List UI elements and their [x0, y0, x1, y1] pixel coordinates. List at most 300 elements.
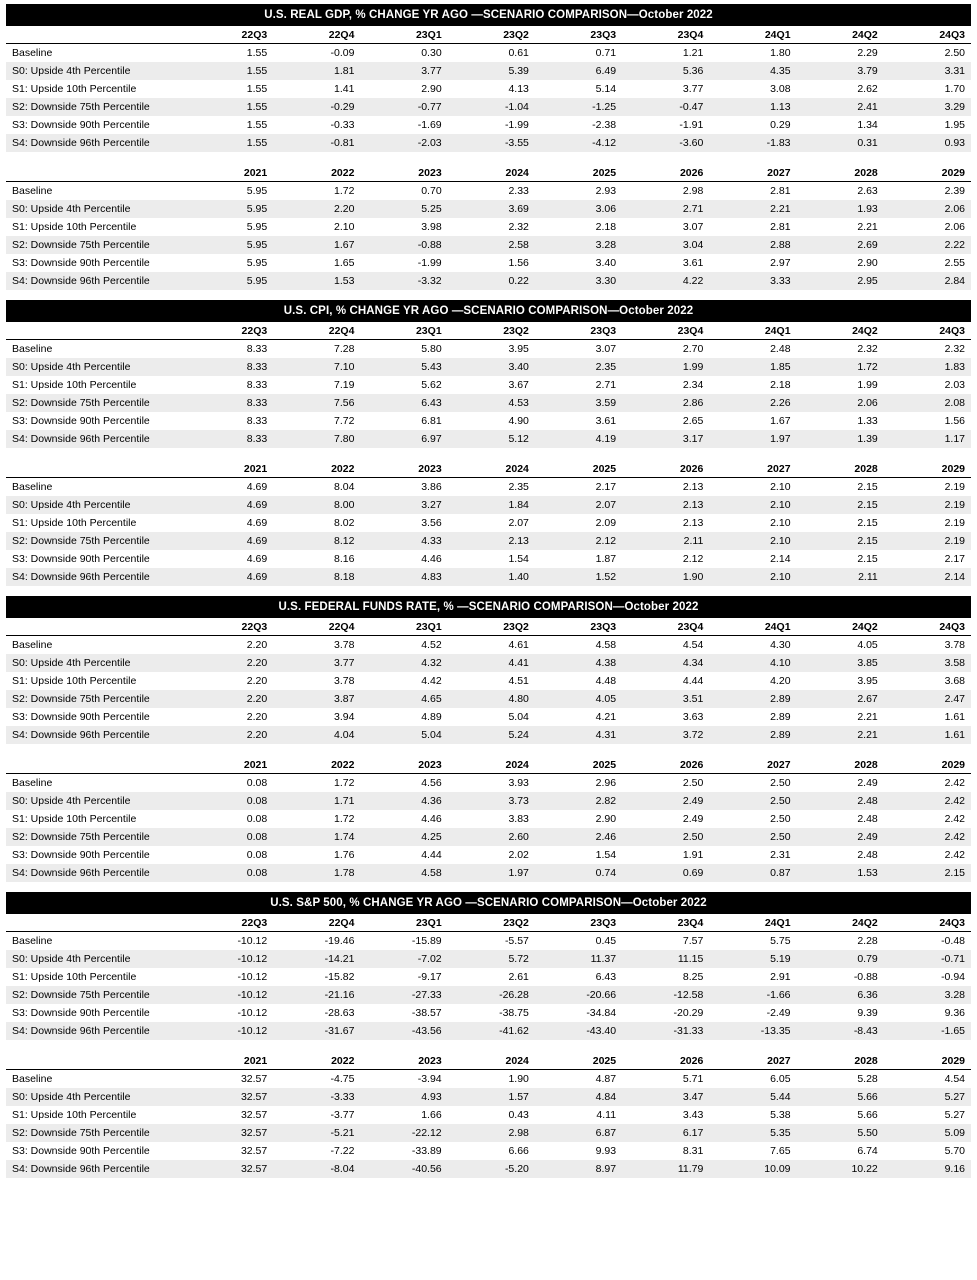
data-cell: 2.65	[682, 415, 704, 427]
data-cell: -7.22	[330, 1145, 355, 1157]
data-cell: 1.93	[857, 203, 878, 215]
period-header-2029: 2029	[884, 1052, 971, 1070]
period-header-23Q1: 23Q1	[360, 618, 447, 636]
table-row	[6, 932, 971, 951]
data-cell: 1.71	[334, 795, 355, 807]
data-cell: 5.95	[246, 203, 268, 215]
table-header-row	[6, 460, 971, 478]
data-cell: 3.63	[682, 711, 704, 723]
period-header-22Q4: 22Q4	[273, 322, 360, 340]
period-header-2027: 2027	[709, 164, 796, 182]
data-cell: 2.81	[770, 185, 791, 197]
data-cell: 3.61	[595, 415, 617, 427]
period-header-23Q4: 23Q4	[622, 914, 709, 932]
table-row	[6, 272, 971, 290]
data-cell: -34.84	[586, 1007, 617, 1019]
row-label: S0: Upside 4th Percentile	[12, 361, 131, 373]
data-cell: 5.27	[944, 1091, 965, 1103]
data-cell: 0.31	[857, 137, 878, 149]
row-label: Baseline	[12, 481, 53, 493]
scenario-column-header	[6, 460, 186, 478]
data-cell: 3.40	[595, 257, 617, 269]
data-cell: 5.04	[508, 711, 529, 723]
data-cell: 5.35	[770, 1127, 791, 1139]
data-cell: 2.49	[857, 777, 878, 789]
table-row	[6, 864, 971, 882]
section-title: U.S. FEDERAL FUNDS RATE, % —SCENARIO COMPARISON—October 2022	[6, 596, 971, 618]
period-header-2027: 2027	[709, 756, 796, 774]
data-cell: 2.88	[770, 239, 791, 251]
data-cell: 3.07	[682, 221, 704, 233]
period-header-24Q1: 24Q1	[709, 618, 796, 636]
data-cell: 1.55	[246, 65, 268, 77]
data-cell: -3.55	[504, 137, 529, 149]
data-cell: 1.61	[944, 729, 965, 741]
annual-table	[6, 460, 971, 586]
data-cell: 2.13	[508, 535, 529, 547]
data-cell: -1.99	[417, 257, 442, 269]
data-cell: -8.04	[330, 1163, 355, 1175]
data-cell: 1.41	[334, 83, 355, 95]
data-cell: 3.07	[595, 343, 617, 355]
data-cell: 2.95	[857, 275, 878, 287]
table-row	[6, 1124, 971, 1142]
row-label: S1: Upside 10th Percentile	[12, 971, 137, 983]
data-cell: 2.49	[682, 813, 704, 825]
data-cell: 1.70	[944, 83, 965, 95]
data-cell: 2.10	[770, 535, 791, 547]
data-cell: 3.93	[508, 777, 529, 789]
data-cell: 1.55	[246, 119, 268, 131]
data-cell: 4.34	[682, 657, 704, 669]
data-cell: 2.69	[857, 239, 878, 251]
data-cell: 2.90	[857, 257, 878, 269]
data-cell: -1.66	[766, 989, 791, 1001]
period-header-23Q2: 23Q2	[448, 322, 535, 340]
data-cell: 5.38	[770, 1109, 791, 1121]
period-header-2028: 2028	[797, 164, 884, 182]
data-cell: 4.69	[246, 535, 268, 547]
data-cell: 4.54	[682, 639, 704, 651]
data-cell: 5.19	[770, 953, 791, 965]
data-cell: 5.14	[595, 83, 617, 95]
data-cell: 2.10	[770, 499, 791, 511]
table-row	[6, 550, 971, 568]
data-cell: 2.12	[682, 553, 704, 565]
table-row	[6, 358, 971, 376]
table-row	[6, 98, 971, 116]
data-cell: -1.69	[417, 119, 442, 131]
data-cell: 2.81	[770, 221, 791, 233]
period-header-2029: 2029	[884, 756, 971, 774]
period-header-22Q4: 22Q4	[273, 26, 360, 44]
data-cell: 1.17	[944, 433, 965, 445]
data-cell: 2.50	[770, 777, 791, 789]
annual-table	[6, 164, 971, 290]
data-cell: 5.12	[508, 433, 529, 445]
data-cell: 2.34	[682, 379, 704, 391]
data-cell: 2.60	[508, 831, 529, 843]
data-cell: 3.30	[595, 275, 617, 287]
data-cell: -0.94	[941, 971, 965, 983]
data-cell: -38.75	[499, 1007, 529, 1019]
data-cell: 8.33	[246, 397, 268, 409]
data-cell: -14.21	[324, 953, 355, 965]
data-cell: 0.29	[770, 119, 791, 131]
data-cell: -26.28	[499, 989, 529, 1001]
data-cell: 3.29	[944, 101, 965, 113]
table-header-row	[6, 1052, 971, 1070]
data-cell: 4.58	[595, 639, 617, 651]
data-cell: 32.57	[240, 1091, 268, 1103]
data-cell: 3.78	[334, 639, 355, 651]
data-cell: 2.03	[944, 379, 965, 391]
table-row	[6, 514, 971, 532]
data-cell: -0.09	[330, 47, 355, 59]
data-cell: 4.46	[421, 813, 442, 825]
data-cell: 2.10	[770, 481, 791, 493]
data-cell: 4.58	[421, 867, 442, 879]
table-row	[6, 116, 971, 134]
period-header-2024: 2024	[448, 1052, 535, 1070]
data-cell: 4.04	[334, 729, 355, 741]
data-cell: 6.43	[595, 971, 617, 983]
period-header-22Q3: 22Q3	[186, 322, 273, 340]
row-label: S2: Downside 75th Percentile	[12, 989, 150, 1001]
data-cell: 3.69	[508, 203, 529, 215]
period-header-2022: 2022	[273, 164, 360, 182]
row-label: S2: Downside 75th Percentile	[12, 1127, 150, 1139]
data-cell: 2.62	[857, 83, 878, 95]
data-cell: 2.49	[682, 795, 704, 807]
data-cell: 1.52	[595, 571, 617, 583]
data-cell: -1.99	[504, 119, 529, 131]
data-cell: -43.56	[411, 1025, 442, 1037]
data-cell: 32.57	[240, 1163, 268, 1175]
table-row	[6, 774, 971, 793]
scenario-column-header	[6, 1052, 186, 1070]
data-cell: 3.58	[944, 657, 965, 669]
data-cell: -43.40	[586, 1025, 617, 1037]
data-cell: 4.53	[508, 397, 529, 409]
data-cell: 1.56	[944, 415, 965, 427]
data-cell: -0.77	[417, 101, 442, 113]
period-header-23Q2: 23Q2	[448, 618, 535, 636]
data-cell: 5.36	[682, 65, 704, 77]
data-cell: 0.71	[595, 47, 617, 59]
data-cell: 3.94	[334, 711, 355, 723]
data-cell: 2.49	[857, 831, 878, 843]
table-row	[6, 532, 971, 550]
table-row	[6, 412, 971, 430]
data-cell: 4.05	[595, 693, 617, 705]
row-label: S0: Upside 4th Percentile	[12, 657, 131, 669]
data-cell: 5.95	[246, 221, 268, 233]
table-row	[6, 44, 971, 63]
data-cell: 2.91	[770, 971, 791, 983]
data-cell: 11.15	[677, 953, 704, 965]
data-cell: 2.15	[857, 535, 878, 547]
period-header-23Q1: 23Q1	[360, 26, 447, 44]
data-cell: 1.97	[770, 433, 791, 445]
row-label: S4: Downside 96th Percentile	[12, 433, 150, 445]
period-header-2021: 2021	[186, 164, 273, 182]
data-cell: 6.49	[595, 65, 617, 77]
row-label: S4: Downside 96th Percentile	[12, 867, 150, 879]
data-cell: 2.90	[595, 813, 617, 825]
data-cell: 0.08	[246, 849, 268, 861]
data-cell: -31.33	[673, 1025, 704, 1037]
section-title: U.S. S&P 500, % CHANGE YR AGO —SCENARIO COMPARISON—October 2022	[6, 892, 971, 914]
data-cell: 6.05	[770, 1073, 791, 1085]
table-row	[6, 708, 971, 726]
period-header-2028: 2028	[797, 460, 884, 478]
data-cell: 2.89	[770, 693, 791, 705]
table-header-row	[6, 322, 971, 340]
data-cell: 1.55	[246, 101, 268, 113]
data-cell: 2.50	[682, 777, 704, 789]
quarterly-table	[6, 322, 971, 448]
table-row	[6, 394, 971, 412]
data-cell: 2.17	[944, 553, 965, 565]
data-cell: 2.93	[595, 185, 617, 197]
data-cell: 5.04	[421, 729, 442, 741]
data-cell: 8.18	[334, 571, 355, 583]
data-cell: -15.82	[324, 971, 355, 983]
period-header-24Q1: 24Q1	[709, 914, 796, 932]
data-cell: 4.21	[595, 711, 617, 723]
data-cell: 3.59	[595, 397, 617, 409]
data-cell: -3.32	[417, 275, 442, 287]
data-cell: 2.21	[770, 203, 791, 215]
data-cell: 6.97	[421, 433, 442, 445]
data-cell: 4.90	[508, 415, 529, 427]
data-cell: 4.20	[770, 675, 791, 687]
row-label: S0: Upside 4th Percentile	[12, 203, 131, 215]
period-header-2026: 2026	[622, 756, 709, 774]
row-label: S1: Upside 10th Percentile	[12, 813, 137, 825]
quarterly-table	[6, 26, 971, 152]
table-row	[6, 430, 971, 448]
data-cell: 3.56	[421, 517, 442, 529]
data-cell: 1.72	[857, 361, 878, 373]
data-cell: 4.48	[595, 675, 617, 687]
data-cell: 4.33	[421, 535, 442, 547]
data-cell: 2.41	[857, 101, 878, 113]
data-cell: -0.48	[941, 935, 965, 947]
data-cell: 5.95	[246, 257, 268, 269]
row-label: S3: Downside 90th Percentile	[12, 711, 150, 723]
data-cell: -10.12	[237, 1007, 268, 1019]
table-row	[6, 568, 971, 586]
data-cell: 2.19	[944, 535, 965, 547]
table-row	[6, 1088, 971, 1106]
data-cell: 1.13	[770, 101, 791, 113]
data-cell: 2.20	[246, 729, 268, 741]
period-header-23Q2: 23Q2	[448, 914, 535, 932]
data-cell: 1.87	[595, 553, 617, 565]
data-cell: 4.44	[421, 849, 442, 861]
data-cell: 9.39	[857, 1007, 878, 1019]
data-cell: 2.15	[944, 867, 965, 879]
data-cell: 2.42	[944, 795, 965, 807]
data-cell: 8.33	[246, 433, 268, 445]
data-cell: 3.31	[944, 65, 965, 77]
data-cell: 11.37	[590, 953, 617, 965]
period-header-24Q3: 24Q3	[884, 618, 971, 636]
data-cell: 2.20	[246, 639, 268, 651]
data-cell: 2.10	[770, 571, 791, 583]
data-cell: -4.75	[330, 1073, 355, 1085]
data-cell: -1.91	[679, 119, 704, 131]
data-cell: -3.94	[417, 1073, 442, 1085]
data-cell: 1.72	[334, 777, 355, 789]
data-cell: 2.13	[682, 481, 704, 493]
data-cell: 2.89	[770, 711, 791, 723]
data-cell: 5.72	[508, 953, 529, 965]
row-label: Baseline	[12, 777, 53, 789]
data-cell: 4.38	[595, 657, 617, 669]
data-cell: 2.50	[770, 831, 791, 843]
data-cell: 2.31	[770, 849, 791, 861]
table-row	[6, 236, 971, 254]
data-cell: 4.11	[596, 1109, 617, 1121]
table-row	[6, 478, 971, 497]
data-cell: 2.13	[682, 499, 704, 511]
data-cell: 2.50	[770, 813, 791, 825]
data-cell: 5.80	[421, 343, 442, 355]
data-cell: -12.58	[673, 989, 704, 1001]
quarterly-table	[6, 618, 971, 744]
annual-table	[6, 756, 971, 882]
data-cell: 1.67	[770, 415, 791, 427]
data-cell: 2.58	[508, 239, 529, 251]
data-cell: 2.33	[508, 185, 529, 197]
data-cell: 1.97	[508, 867, 529, 879]
scenario-column-header	[6, 322, 186, 340]
block-spacer	[6, 1040, 971, 1052]
data-cell: 2.50	[944, 47, 965, 59]
data-cell: 2.07	[595, 499, 617, 511]
data-cell: 6.87	[595, 1127, 617, 1139]
data-cell: 2.09	[595, 517, 617, 529]
data-cell: 7.57	[682, 935, 704, 947]
data-cell: 4.69	[246, 499, 268, 511]
data-cell: 2.15	[857, 499, 878, 511]
data-cell: 1.99	[682, 361, 704, 373]
scenario-column-header	[6, 756, 186, 774]
data-cell: 1.72	[334, 813, 355, 825]
data-cell: 2.48	[857, 849, 878, 861]
table-row	[6, 1142, 971, 1160]
period-header-2028: 2028	[797, 756, 884, 774]
data-cell: 4.93	[421, 1091, 442, 1103]
period-header-22Q4: 22Q4	[273, 618, 360, 636]
row-label: Baseline	[12, 185, 53, 197]
table-row	[6, 726, 971, 744]
data-cell: 3.79	[857, 65, 878, 77]
data-cell: 2.50	[682, 831, 704, 843]
data-cell: 4.10	[770, 657, 791, 669]
row-label: Baseline	[12, 935, 53, 947]
data-cell: 3.51	[682, 693, 704, 705]
data-cell: 8.33	[246, 415, 268, 427]
data-cell: 2.46	[595, 831, 617, 843]
data-cell: 6.43	[421, 397, 442, 409]
data-cell: -10.12	[237, 1025, 268, 1037]
data-cell: 4.36	[421, 795, 442, 807]
row-label: Baseline	[12, 1073, 53, 1085]
data-cell: 2.26	[770, 397, 791, 409]
period-header-2021: 2021	[186, 460, 273, 478]
table-row	[6, 690, 971, 708]
data-cell: 5.75	[770, 935, 791, 947]
period-header-2026: 2026	[622, 164, 709, 182]
data-cell: -5.21	[330, 1127, 355, 1139]
data-cell: 3.95	[857, 675, 878, 687]
period-header-2029: 2029	[884, 460, 971, 478]
data-cell: 2.20	[246, 711, 268, 723]
data-cell: 4.83	[421, 571, 442, 583]
table-row	[6, 846, 971, 864]
data-cell: 2.50	[770, 795, 791, 807]
data-cell: 0.08	[246, 777, 268, 789]
data-cell: 2.42	[944, 849, 965, 861]
row-label: S4: Downside 96th Percentile	[12, 1163, 150, 1175]
data-cell: 7.19	[334, 379, 355, 391]
data-cell: -0.47	[679, 101, 704, 113]
data-cell: 2.19	[944, 499, 965, 511]
table-row	[6, 636, 971, 655]
data-cell: 2.48	[857, 795, 878, 807]
row-label: S3: Downside 90th Percentile	[12, 119, 150, 131]
period-header-2022: 2022	[273, 756, 360, 774]
data-cell: 2.63	[857, 185, 878, 197]
data-cell: 1.66	[421, 1109, 442, 1121]
table-row	[6, 828, 971, 846]
data-cell: 0.08	[246, 867, 268, 879]
row-label: S3: Downside 90th Percentile	[12, 257, 150, 269]
data-cell: 2.17	[595, 481, 617, 493]
table-row	[6, 792, 971, 810]
scenario-section	[6, 892, 971, 1178]
data-cell: 0.22	[508, 275, 529, 287]
data-cell: 10.22	[851, 1163, 878, 1175]
data-cell: 7.28	[334, 343, 355, 355]
data-cell: 2.10	[334, 221, 355, 233]
period-header-24Q2: 24Q2	[797, 322, 884, 340]
data-cell: 3.77	[421, 65, 442, 77]
data-cell: 2.14	[944, 571, 965, 583]
scenario-column-header	[6, 914, 186, 932]
row-label: S2: Downside 75th Percentile	[12, 101, 150, 113]
data-cell: 2.14	[770, 553, 791, 565]
data-cell: 2.86	[682, 397, 704, 409]
period-header-24Q2: 24Q2	[797, 914, 884, 932]
data-cell: 7.80	[334, 433, 355, 445]
data-cell: -5.20	[504, 1163, 529, 1175]
period-header-2021: 2021	[186, 756, 273, 774]
data-cell: 4.52	[421, 639, 442, 651]
period-header-23Q3: 23Q3	[535, 322, 622, 340]
data-cell: 7.56	[334, 397, 355, 409]
data-cell: 4.69	[246, 553, 268, 565]
data-cell: 2.90	[421, 83, 442, 95]
data-cell: 4.87	[595, 1073, 617, 1085]
data-cell: 4.31	[595, 729, 617, 741]
data-cell: 2.48	[857, 813, 878, 825]
data-cell: 1.81	[334, 65, 355, 77]
